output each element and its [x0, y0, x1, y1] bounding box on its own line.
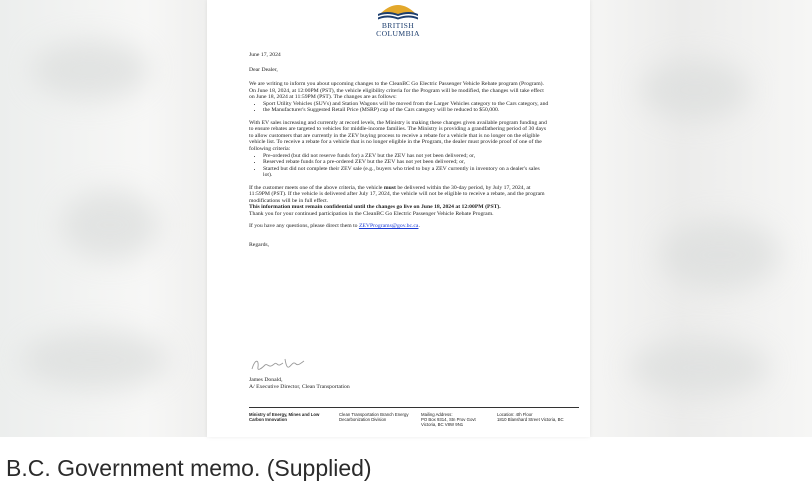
footer-location-address: 1810 Blanshard Street Victoria, BC: [497, 417, 564, 422]
memo-paragraph-intro: We are writing to inform you about upcoming changes to the CleanBC Go Electric Passenger Vehicle Rebate program (Program). On June 18, 2024, at 12:00PM (PST), the vehicle eligibility criteria for the Program will be modified, the changes will take effect on June 18, 2024 at 11:59PM (PST). The changes are as follows:: [249, 81, 544, 101]
footer-location-label: Location: 4th Floor: [497, 412, 533, 417]
footer-mailing-label: Mailing Address:: [421, 412, 453, 417]
image-caption: B.C. Government memo. (Supplied): [6, 455, 372, 481]
footer-location: [497, 412, 567, 422]
memo-date: June 17, 2024: [249, 52, 281, 58]
bc-crest-logo-icon: [376, 0, 420, 20]
list-item: • Pre-ordered (but did not reserve funds for) a ZEV but the ZEV has not yet been delivered; or,: [263, 153, 549, 160]
list-item: • Sport Utility Vehicles (SUVs) and Station Wagons will be moved from the Larger Vehicles category to the Cars category, and: [263, 101, 549, 108]
memo-greeting: Dear Dealer,: [249, 66, 278, 73]
questions-text: If you have any questions, please direct them to: [249, 223, 359, 230]
criteria-list: [249, 153, 549, 179]
changes-list: [249, 101, 549, 114]
memo-regards: Regards,: [249, 242, 270, 249]
memo-paragraph-rationale: With EV sales increasing and currently at record levels, the Ministry is making these changes given available program funding and to ensure rebates are targeted to vehicles for middle-income families. The Ministry is providing a grandfathering period of 30 days to allow customers that are currently in the ZEV buying process to receive a rebate for a vehicle that is no longer on the eligible vehicle list. To receive a rebate for a vehicle that is no longer eligible in the Program, the dealer must provide proof of one of the following criteria:: [249, 119, 547, 153]
questions-end: .: [418, 223, 420, 230]
footer-divider: [249, 407, 579, 408]
footer-mailing-address: PO Box 9314, Stn Prov Govt Victoria, BC V8W 9N1: [421, 417, 476, 427]
list-item: • Reserved rebate funds for a pre-ordered ZEV but the ZEV has not yet been delivered; or,: [263, 159, 549, 166]
signer-title: A/ Executive Director, Clean Transportation: [249, 383, 350, 390]
email-link[interactable]: ZEVPrograms@gov.bc.ca: [358, 223, 419, 230]
delivery-text-b: be delivered within the 30-day period, by July 17, 2024, at 11:59PM (PST). If the vehicle is delivered after July 17, 2024, the vehicle will not be eligible to receive a rebate, and the program modifications will be in full effect.: [249, 184, 545, 204]
delivery-must: must: [383, 184, 396, 191]
delivery-text-a: If the customer meets one of the above criteria, the vehicle: [249, 184, 384, 191]
memo-thanks: Thank you for your continued participation in the CleanBC Go Electric Passenger Vehicle Rebate Program.: [249, 210, 494, 217]
handwritten-signature-icon: [249, 355, 315, 375]
memo-confidential-notice: This information must remain confidential until the changes go live on June 18, 2024 at 12:00PM (PST).: [249, 204, 501, 211]
footer-mailing: [421, 412, 485, 427]
logo-british: BRITISH: [381, 21, 415, 30]
logo-columbia: COLUMBIA: [376, 29, 420, 38]
signer-name: James Donald,: [249, 377, 283, 383]
memo-paragraph-delivery: [249, 185, 549, 205]
memo-signature-block: [249, 377, 549, 390]
list-item: • Started but did not complete their ZEV sale (e.g., buyers who tried to buy a ZEV currently in inventory on a dealer's sales lot).: [263, 166, 549, 179]
memo-document: [207, 0, 590, 437]
list-item: • the Manufacturer's Suggested Retail Price (MSRP) cap of the Cars category will be reduced to $50,000.: [263, 107, 549, 114]
footer-ministry: Ministry of Energy, Mines and Low Carbon Innovation: [249, 412, 320, 422]
footer-branch: Clean Transportation Branch Energy Decarbonization Division: [339, 412, 409, 422]
memo-body: [249, 52, 549, 249]
